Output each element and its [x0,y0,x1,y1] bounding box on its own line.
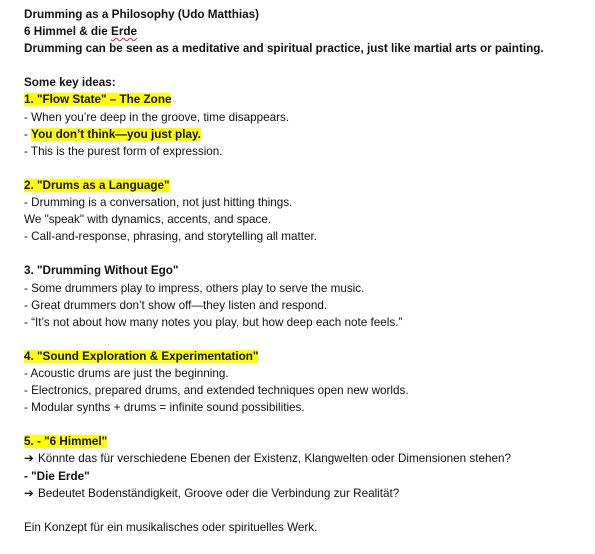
section-1-line-2 [24,126,587,143]
blank-line [24,416,587,433]
blank-line [24,160,587,177]
subtitle-prefix: 6 Himmel & die [24,25,112,39]
section-1-line-3: - This is the purest form of expression. [24,144,223,158]
section-1-heading: 1. "Flow State" – The Zone [24,93,172,107]
section-3-line-1: - Some drummers play to impress, others play to serve the music. [24,281,365,295]
section-1-dash: - [24,127,32,141]
section-2-line-2: We "speak" with dynamics, accents, and space. [24,213,272,227]
document-title: Drumming as a Philosophy (Udo Matthias) [24,8,260,21]
section-3-heading: 3. "Drumming Without Ego" [24,264,179,278]
section-2-heading-line [24,177,587,194]
document-subtitle [24,23,587,40]
spellcheck-flagged-word: Erde [111,25,138,39]
key-ideas-heading: Some key ideas: [24,76,116,90]
section-4-line-3: - Modular synths + drums = infinite sound possibilities. [24,401,305,415]
section-5-line-2: - "Die Erde" [24,469,90,483]
intro-text: Drumming can be seen as a meditative and spiritual practice, just like martial arts or painting. [24,42,544,56]
section-5-line-3-text: Bedeutet Bodenständigkeit, Groove oder die Verbindung zur Realität? [38,486,400,500]
section-2-line-1: - Drumming is a conversation, not just hitting things. [24,196,293,210]
section-2-line-3: - Call-and-response, phrasing, and storytelling all matter. [24,230,317,244]
section-5-line-1 [24,450,587,467]
blank-line [24,331,587,348]
section-5-line-1-text: Könnte das für verschiedene Ebenen der Existenz, Klangwelten oder Dimensionen stehen? [38,452,511,466]
blank-line [24,502,587,519]
section-5-heading-line [24,433,587,450]
section-2-heading: 2. "Drums as a Language" [24,178,170,192]
section-5-heading: 5. - "6 Himmel" [24,435,108,449]
section-1-line-1: - When you’re deep in the groove, time disappears. [24,110,290,124]
arrow-right-icon: ➔ [24,452,34,466]
section-4-line-2: - Electronics, prepared drums, and extended techniques open new worlds. [24,384,409,398]
arrow-right-icon: ➔ [24,486,34,500]
section-5-line-3 [24,485,587,502]
section-1-heading-line [24,91,587,108]
section-4-heading: 4. "Sound Exploration & Experimentation" [24,349,259,363]
section-1-highlighted-text: You don’t think—you just play. [31,127,201,141]
section-4-heading-line [24,348,587,365]
section-3-line-2: - Great drummers don’t show off—they listen and respond. [24,298,328,312]
section-4-line-1: - Acoustic drums are just the beginning. [24,366,229,380]
blank-line [24,245,587,262]
blank-line [24,57,587,74]
section-3-line-3: - “It’s not about how many notes you play, but how deep each note feels.” [24,315,403,329]
closing-text: Ein Konzept für ein musikalisches oder spirituelles Werk. [24,520,318,534]
